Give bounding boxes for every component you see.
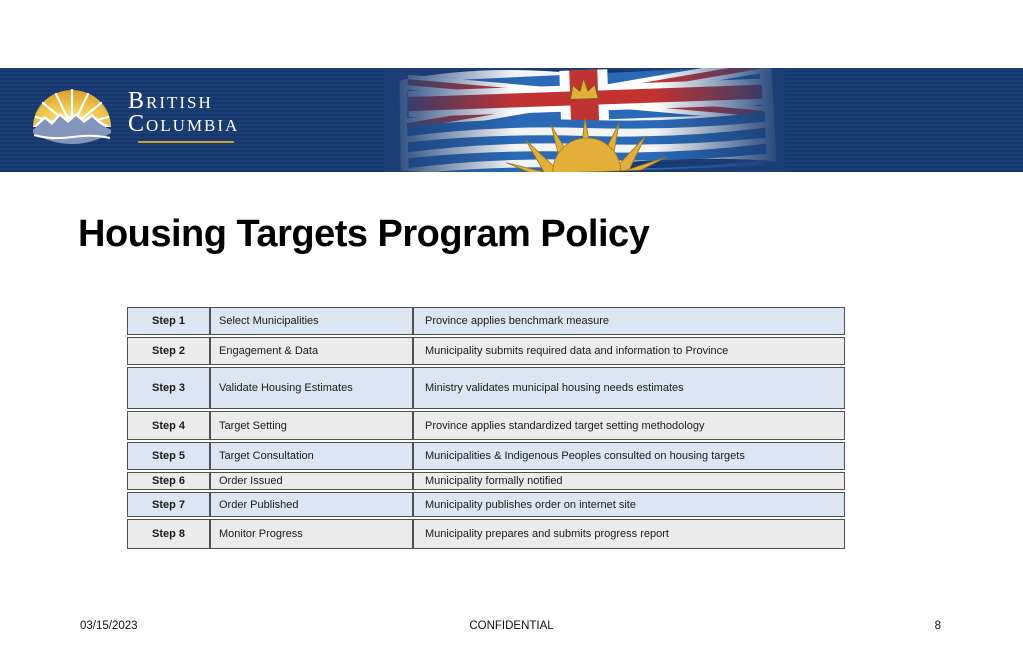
step-description-cell: Municipalities & Indigenous Peoples consulted on housing targets bbox=[413, 442, 845, 470]
bc-sunrise-emblem-icon bbox=[30, 86, 114, 146]
step-cell: Step 5 bbox=[127, 442, 210, 470]
bc-logo-wordmark bbox=[128, 90, 239, 143]
step-description-cell: Municipality formally notified bbox=[413, 472, 845, 490]
step-cell: Step 8 bbox=[127, 519, 210, 549]
bc-flag-icon bbox=[385, 68, 785, 172]
table-row bbox=[127, 307, 845, 335]
table-row bbox=[127, 519, 845, 549]
step-name-cell: Monitor Progress bbox=[210, 519, 413, 549]
step-name-cell: Target Consultation bbox=[210, 442, 413, 470]
page-title: Housing Targets Program Policy bbox=[78, 213, 650, 255]
step-cell: Step 7 bbox=[127, 492, 210, 517]
table-row bbox=[127, 337, 845, 365]
step-cell: Step 3 bbox=[127, 367, 210, 409]
step-description-cell: Province applies standardized target setting methodology bbox=[413, 411, 845, 440]
slide-footer bbox=[0, 620, 1023, 634]
gold-underline bbox=[138, 141, 234, 143]
step-name-cell: Validate Housing Estimates bbox=[210, 367, 413, 409]
step-description-cell: Municipality submits required data and information to Province bbox=[413, 337, 845, 365]
step-cell: Step 2 bbox=[127, 337, 210, 365]
footer-page-number: 8 bbox=[934, 620, 941, 632]
table-row bbox=[127, 367, 845, 409]
step-description-cell: Municipality prepares and submits progress report bbox=[413, 519, 845, 549]
logo-text-british: British bbox=[128, 88, 213, 114]
table-row bbox=[127, 492, 845, 517]
logo-text-columbia: Columbia bbox=[128, 111, 240, 137]
table-row bbox=[127, 411, 845, 440]
footer-classification: CONFIDENTIAL bbox=[469, 620, 554, 632]
table-row bbox=[127, 442, 845, 470]
step-description-cell: Ministry validates municipal housing needs estimates bbox=[413, 367, 845, 409]
step-description-cell: Municipality publishes order on internet site bbox=[413, 492, 845, 517]
step-cell: Step 4 bbox=[127, 411, 210, 440]
step-name-cell: Select Municipalities bbox=[210, 307, 413, 335]
step-name-cell: Target Setting bbox=[210, 411, 413, 440]
step-description-cell: Province applies benchmark measure bbox=[413, 307, 845, 335]
footer-date: 03/15/2023 bbox=[80, 620, 138, 632]
step-name-cell: Engagement & Data bbox=[210, 337, 413, 365]
policy-steps-table bbox=[127, 305, 845, 551]
step-name-cell: Order Issued bbox=[210, 472, 413, 490]
header-banner bbox=[0, 68, 1023, 172]
bc-logo bbox=[30, 86, 239, 146]
step-cell: Step 1 bbox=[127, 307, 210, 335]
table-row bbox=[127, 472, 845, 490]
step-name-cell: Order Published bbox=[210, 492, 413, 517]
step-cell: Step 6 bbox=[127, 472, 210, 490]
